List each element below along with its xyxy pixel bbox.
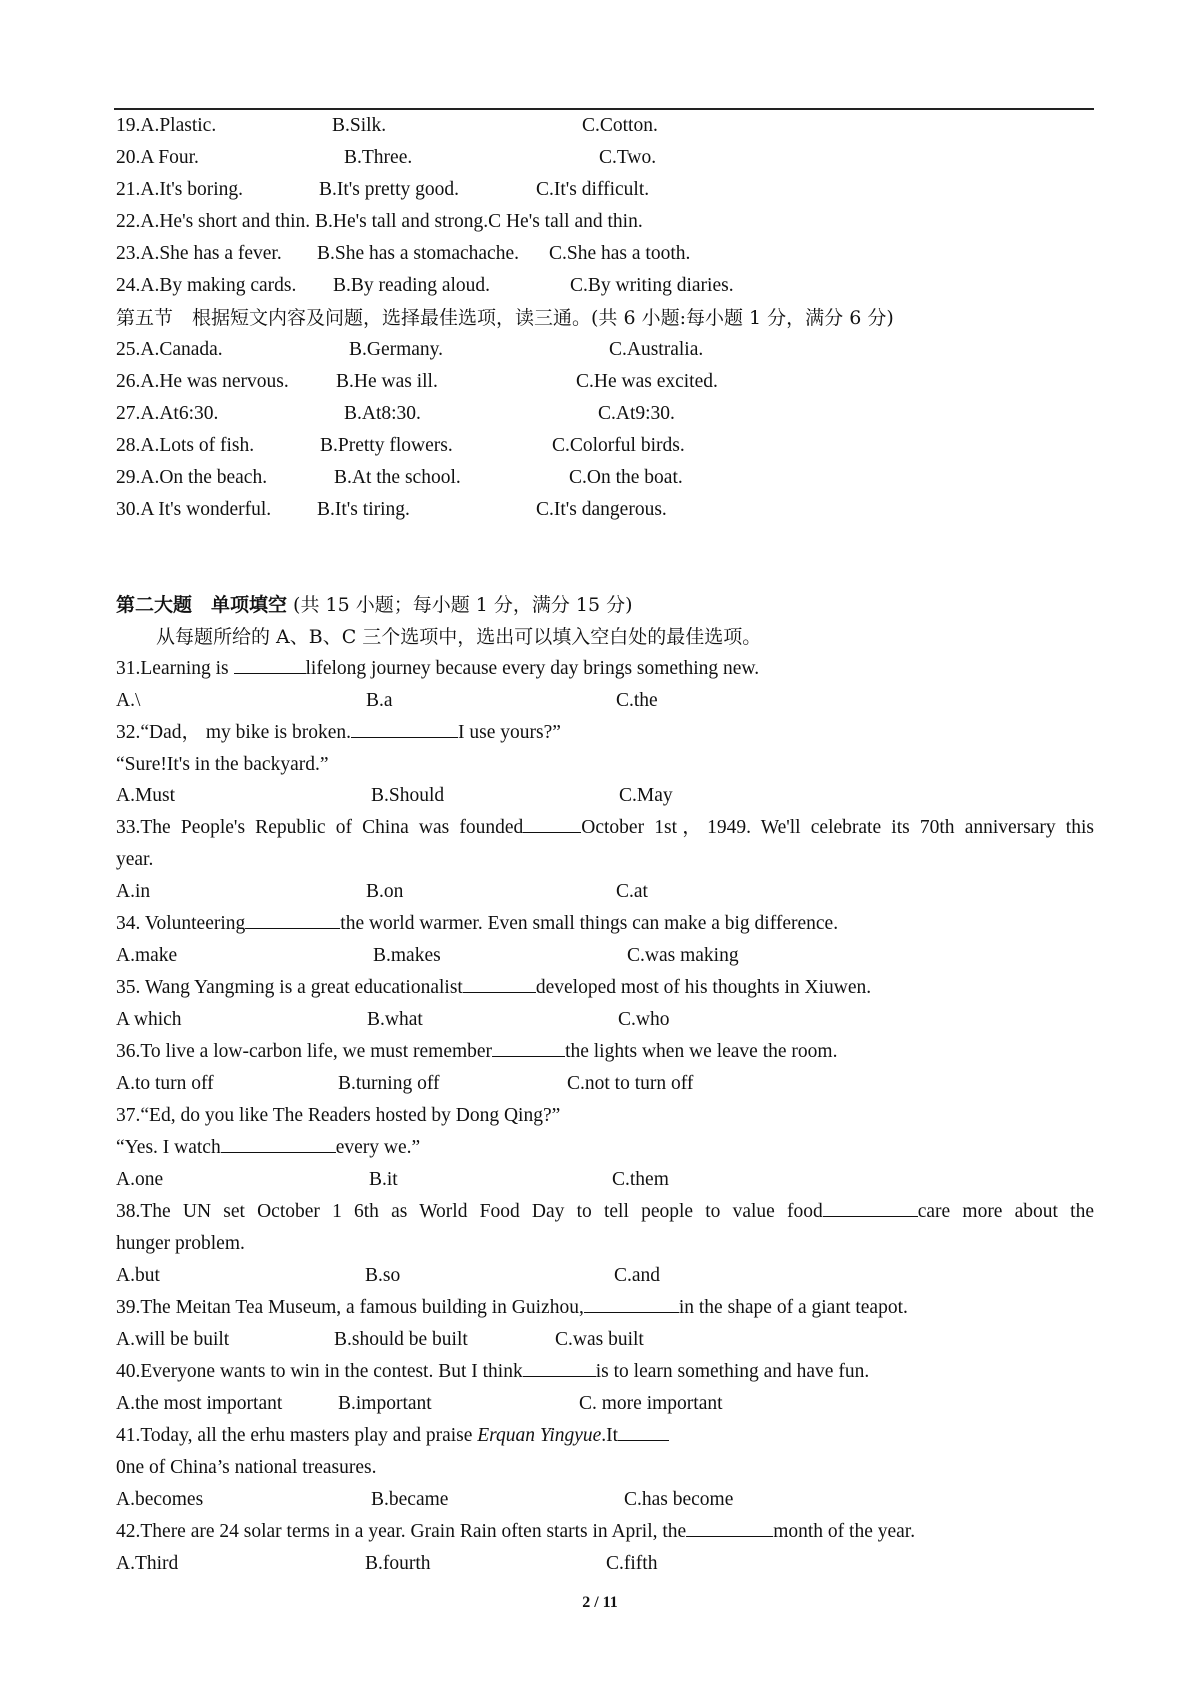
option-b: B.It's pretty good.: [319, 179, 460, 200]
option-c: C.Australia.: [609, 339, 704, 360]
answer-blank: [523, 1357, 596, 1377]
question-stem-end: lifelong journey because every day brings something new.: [305, 658, 760, 679]
option-a: A.make: [116, 945, 178, 966]
question-39: [116, 1293, 908, 1323]
option-b: B.a: [366, 690, 393, 711]
option-c: C.By writing diaries.: [570, 275, 734, 296]
question-stem-end: in the shape of a giant teapot.: [678, 1297, 908, 1318]
option-a: A.in: [116, 881, 151, 902]
question-42: [116, 1517, 915, 1547]
option-c: C.On the boat.: [569, 467, 683, 488]
option-c: C.who: [618, 1009, 670, 1030]
option-a: A.to turn off: [116, 1073, 214, 1094]
answer-blank: [686, 1517, 773, 1537]
question-stem: 35. Wang Yangming is a great educationalist: [116, 977, 463, 998]
question-34: [116, 909, 838, 939]
option-c: C.She has a tooth.: [549, 243, 691, 264]
header-rule: [114, 108, 1094, 110]
option-c: C.It's difficult.: [536, 179, 650, 200]
answer-blank: [523, 813, 581, 833]
option-a: A.but: [116, 1265, 160, 1286]
question-stem-end: .It: [601, 1425, 619, 1446]
question-stem: “Yes. I watch: [116, 1137, 221, 1158]
option-c: C.Cotton.: [582, 115, 658, 136]
option-a: 28.A.Lots of fish.: [116, 435, 255, 456]
option-a: 24.A.By making cards.: [116, 275, 297, 296]
question-stem-end: every we.”: [335, 1137, 421, 1158]
option-a: A.the most important: [116, 1393, 283, 1414]
question-stem: 41.Today, all the erhu masters play and praise: [116, 1425, 478, 1446]
question-stem: 38.The UN set October 1 6th as World Food Day to tell people to value food: [116, 1201, 823, 1222]
option-a: A.\: [116, 690, 141, 711]
question-35: [116, 973, 871, 1003]
question-stem: 32.“Dad， my bike is broken.: [116, 722, 352, 743]
question-stem: 40.Everyone wants to win in the contest. But I think: [116, 1361, 523, 1382]
question-stem-end: month of the year.: [773, 1521, 916, 1542]
option-c: C.May: [619, 785, 673, 806]
question-37: 37.“Ed, do you like The Readers hosted by Dong Qing?”: [116, 1105, 561, 1126]
question-stem-end: is to learn something and have fun.: [595, 1361, 870, 1382]
option-a: 26.A.He was nervous.: [116, 371, 289, 392]
option-b: B.At8:30.: [344, 403, 421, 424]
option-b: B.so: [365, 1265, 401, 1286]
question-stem: 34. Volunteering: [116, 913, 246, 934]
title-italic: Erquan Yingyue: [477, 1425, 602, 1446]
option-c: C.has become: [624, 1489, 734, 1510]
option-a: A which: [116, 1009, 182, 1030]
option-c: C.He was excited.: [576, 371, 718, 392]
answer-blank: [351, 718, 458, 738]
option-a: A.Must: [116, 785, 176, 806]
question-32: [116, 718, 561, 748]
options: 22.A.He's short and thin. B.He's tall and strong.C He's tall and thin.: [116, 211, 643, 232]
option-b: B.She has a stomachache.: [317, 243, 519, 264]
option-b: B.it: [369, 1169, 398, 1190]
option-c: C.was making: [627, 945, 739, 966]
part2-scoring: (共 15 小题；每小题 1 分，满分 15 分): [287, 594, 633, 616]
question-stem: 31.Learning is: [116, 658, 234, 679]
question-stem: 33.The People's Republic of China was founded: [116, 817, 524, 838]
option-a: 29.A.On the beach.: [116, 467, 268, 488]
option-b: B.By reading aloud.: [333, 275, 491, 296]
answer-blank: [221, 1133, 336, 1153]
option-b: B.important: [338, 1393, 432, 1414]
question-40: [116, 1357, 869, 1387]
option-a: A.becomes: [116, 1489, 204, 1510]
option-a: 23.A.She has a fever.: [116, 243, 282, 264]
answer-blank: [618, 1421, 669, 1441]
question-stem-end: the world warmer. Even small things can make a big difference.: [340, 913, 839, 934]
option-c: C.Colorful birds.: [552, 435, 685, 456]
option-c: C.the: [616, 690, 658, 711]
option-b: B.At the school.: [334, 467, 461, 488]
option-c: C.at: [616, 881, 648, 902]
reply-37: [116, 1133, 420, 1163]
option-b: B.turning off: [338, 1073, 440, 1094]
section5-heading: 第五节 根据短文内容及问题，选择最佳选项，读三通。(共 6 小题:每小题 1 分，满分 6 分): [116, 307, 894, 329]
answer-blank: [245, 909, 340, 929]
option-b: B.became: [371, 1489, 449, 1510]
option-b: B.Pretty flowers.: [320, 435, 453, 456]
option-b: B.should be built: [334, 1329, 468, 1350]
question-stem: 36.To live a low-carbon life, we must remember: [116, 1041, 493, 1062]
option-a: 30.A It's wonderful.: [116, 499, 272, 520]
question-31: [116, 654, 759, 684]
option-c: C.It's dangerous.: [536, 499, 667, 520]
page-number: 2 / 11: [582, 1594, 618, 1611]
question-stem: 42.There are 24 solar terms in a year. Grain Rain often starts in April, the: [116, 1521, 687, 1542]
answer-blank: [492, 1037, 565, 1057]
option-c: C.was built: [555, 1329, 644, 1350]
option-c: C.not to turn off: [567, 1073, 694, 1094]
question-stem-end: the lights when we leave the room.: [565, 1041, 838, 1062]
answer-blank: [823, 1197, 918, 1217]
option-c: C.At9:30.: [598, 403, 675, 424]
question-33-cont: year.: [116, 849, 154, 870]
answer-blank: [463, 973, 536, 993]
option-b: B.It's tiring.: [317, 499, 410, 520]
question-41-cont: 0ne of China’s national treasures.: [116, 1457, 377, 1478]
option-a: A.one: [116, 1169, 164, 1190]
question-stem-end: developed most of his thoughts in Xiuwen.: [535, 977, 872, 998]
reply-32: “Sure!It's in the backyard.”: [116, 754, 329, 775]
option-b: B.fourth: [365, 1553, 431, 1574]
answer-blank: [234, 654, 306, 674]
option-c: C.Two.: [599, 147, 657, 168]
question-stem-end: care more about the: [917, 1201, 1094, 1222]
option-c: C.and: [614, 1265, 661, 1286]
question-stem-end: I use yours?”: [458, 722, 561, 743]
option-b: B.what: [367, 1009, 423, 1030]
question-38: [116, 1197, 1094, 1227]
question-33: [116, 813, 1094, 843]
part2-heading: [116, 590, 633, 620]
question-36: [116, 1037, 837, 1067]
option-b: B.Three.: [344, 147, 413, 168]
answer-blank: [584, 1293, 679, 1313]
option-a: 21.A.It's boring.: [116, 179, 244, 200]
option-a: A.Third: [116, 1553, 179, 1574]
option-c: C.fifth: [606, 1553, 658, 1574]
option-a: 25.A.Canada.: [116, 339, 223, 360]
question-stem: 39.The Meitan Tea Museum, a famous building in Guizhou,: [116, 1297, 584, 1318]
option-a: 20.A Four.: [116, 147, 199, 168]
option-a: 19.A.Plastic.: [116, 115, 217, 136]
question-stem-end: October 1st，1949. We'll celebrate its 70th anniversary this: [581, 817, 1094, 838]
option-b: B.makes: [373, 945, 441, 966]
option-b: B.Should: [371, 785, 445, 806]
option-b: B.on: [366, 881, 404, 902]
option-c: C.them: [612, 1169, 669, 1190]
option-b: B.He was ill.: [336, 371, 438, 392]
part2-title: 第二大题 单项填空: [116, 594, 288, 616]
option-b: B.Germany.: [349, 339, 444, 360]
question-38-cont: hunger problem.: [116, 1233, 245, 1254]
option-a: A.will be built: [116, 1329, 230, 1350]
option-a: 27.A.At6:30.: [116, 403, 219, 424]
option-b: B.Silk.: [332, 115, 387, 136]
option-c: C. more important: [579, 1393, 723, 1414]
part2-instruction: 从每题所给的 A、B、C 三个选项中，选出可以填入空白处的最佳选项。: [156, 626, 762, 648]
question-41: [116, 1421, 669, 1451]
